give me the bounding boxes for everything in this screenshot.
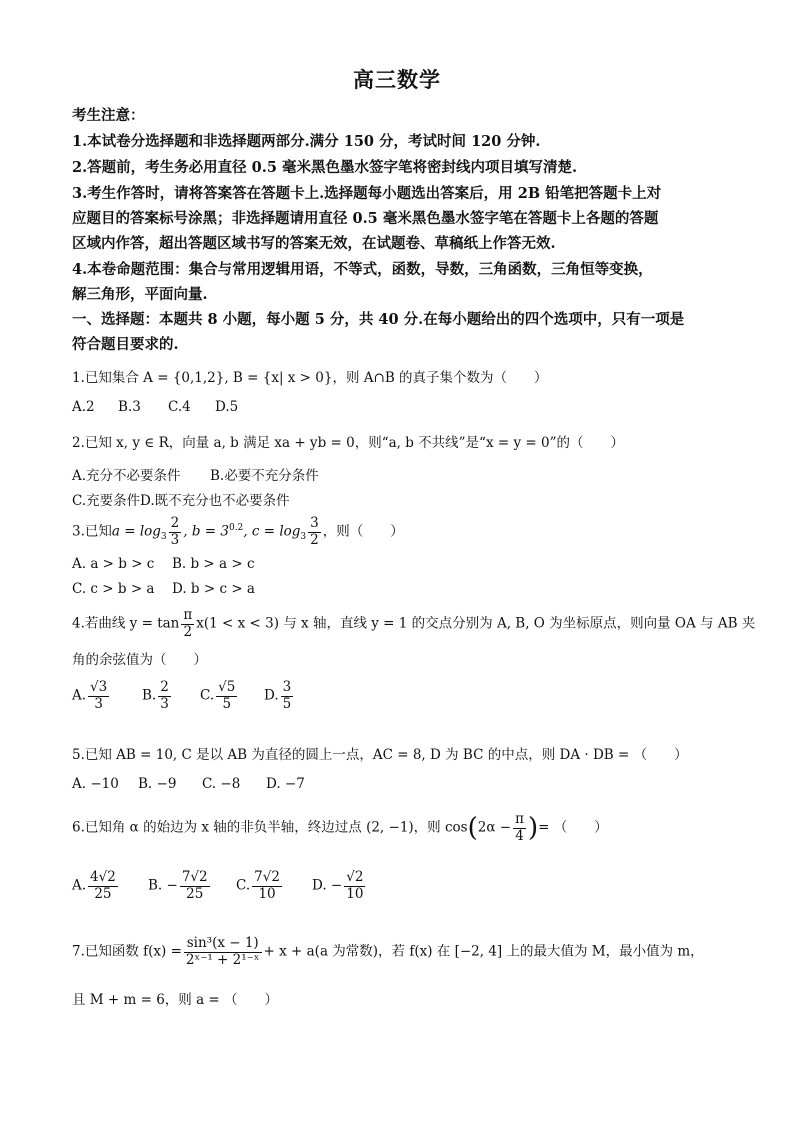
q4-option-c-num: √5 bbox=[218, 679, 236, 695]
question-1-stem: 1.已知集合 A = {0,1,2}, B = {x| x > 0}，则 A∩B 的真子集个数为（ ） bbox=[72, 370, 548, 386]
question-5-stem: 5.已知 AB = 10, C 是以 AB 为直径的圆上一点，AC = 8, D 为 BC 的中点，则 DA · DB = （ ） bbox=[72, 747, 688, 763]
q3-option-d: D. b > c > a bbox=[172, 581, 255, 597]
q6-option-d-den: 10 bbox=[346, 885, 364, 902]
q6-inner: 2α − bbox=[477, 819, 512, 836]
q4-option-d-num: 3 bbox=[282, 679, 292, 695]
q6-option-d bbox=[312, 870, 367, 902]
q6-option-c-label: C. bbox=[236, 877, 251, 894]
q3-fraction-c-num: 3 bbox=[310, 515, 319, 531]
q4-fraction-pi bbox=[181, 608, 194, 640]
q7-fraction-num: sin³(x − 1) bbox=[184, 936, 262, 953]
q3-fraction-c bbox=[308, 516, 321, 548]
q4-option-b-num: 2 bbox=[160, 679, 169, 695]
q3-fraction-c-den: 2 bbox=[310, 531, 319, 548]
q4-option-b bbox=[142, 680, 173, 712]
notice-item-3-cont: 应题目的答案标号涂黑；非选择题请用直径 0.5 毫米黑色墨水签字笔在答题卡上各题的答题 bbox=[72, 210, 659, 227]
q4-option-d-den: 5 bbox=[282, 695, 292, 712]
q1-option-a: A.2 bbox=[72, 399, 95, 415]
q2-option-c: C.充要条件 bbox=[72, 493, 141, 509]
exam-title: 高三数学 bbox=[353, 67, 441, 92]
q6-option-a-num: 4√2 bbox=[90, 869, 116, 885]
q2-option-d: D.既不充分也不必要条件 bbox=[140, 493, 290, 509]
q3-prefix: 3.已知 bbox=[72, 523, 112, 540]
q3-b-expr: , b = 3 bbox=[183, 523, 229, 540]
q6-option-d-num: √2 bbox=[346, 869, 364, 885]
question-4-stem-cont: 角的余弦值为（ ） bbox=[72, 652, 207, 668]
q3-c-expr: , c = log bbox=[243, 523, 301, 540]
q3-suffix: ，则（ ） bbox=[322, 523, 404, 540]
q4-part2: x(1 < x < 3) 与 x 轴，直线 y = 1 的交点分别为 A, B, O 为坐标原点，则向量 OA 与 AB 夹 bbox=[196, 615, 756, 632]
q6-fraction-den: 4 bbox=[515, 827, 524, 844]
q3-fraction-a-den: 3 bbox=[170, 531, 180, 548]
q4-option-a-label: A. bbox=[72, 687, 87, 704]
q6-option-c-fraction bbox=[252, 870, 282, 902]
q7-fraction-den: 2ˣ⁻¹ + 2¹⁻ˣ bbox=[185, 951, 260, 968]
q6-paren-open: ( bbox=[467, 813, 478, 844]
q4-option-c-fraction bbox=[216, 680, 237, 712]
q6-option-c-den: 10 bbox=[258, 885, 276, 902]
q6-option-a-label: A. bbox=[72, 877, 87, 894]
q4-option-a-fraction bbox=[88, 680, 109, 712]
q3-a-expr: a = log bbox=[111, 523, 161, 540]
question-4-stem bbox=[72, 608, 755, 640]
notice-item-1: 1.本试卷分选择题和非选择题两部分.满分 150 分，考试时间 120 分钟. bbox=[72, 133, 541, 150]
q6-option-b bbox=[148, 870, 212, 902]
q1-option-d: D.5 bbox=[215, 399, 239, 415]
q4-option-c-label: C. bbox=[200, 687, 215, 704]
notice-item-4: 4.本卷命题范围：集合与常用逻辑用语，不等式，函数，导数，三角函数，三角恒等变换， bbox=[72, 261, 653, 278]
q6-fraction-num: π bbox=[515, 811, 524, 827]
q6-option-b-label: B. − bbox=[148, 877, 178, 894]
q6-paren-close: ) bbox=[527, 813, 539, 844]
q6-option-c bbox=[236, 870, 284, 902]
q6-option-d-label: D. − bbox=[312, 877, 343, 894]
q3-option-a: A. a > b > c bbox=[72, 556, 155, 572]
question-6-stem bbox=[72, 812, 608, 844]
q5-option-c: C. −8 bbox=[202, 776, 241, 792]
q6-option-a-fraction bbox=[88, 870, 118, 902]
q6-option-b-num: 7√2 bbox=[181, 869, 208, 885]
q6-option-a bbox=[72, 870, 120, 902]
notice-item-3: 3.考生作答时，请将答案答在答题卡上.选择题每小题选出答案后，用 2B 铅笔把答题卡上对 bbox=[72, 185, 662, 202]
notice-item-4-cont: 解三角形，平面向量. bbox=[72, 286, 208, 303]
q4-option-c-den: 5 bbox=[222, 695, 232, 712]
q6-option-b-fraction bbox=[180, 870, 210, 902]
question-7-stem bbox=[72, 936, 704, 968]
q4-option-a-den: 3 bbox=[94, 695, 103, 712]
q6-option-c-num: 7√2 bbox=[254, 869, 280, 885]
q1-option-b: B.3 bbox=[118, 399, 141, 415]
q4-option-b-label: B. bbox=[142, 687, 157, 704]
q6-part1: 6.已知角 α 的始边为 x 轴的非负半轴，终边过点 (2, −1)，则 cos bbox=[72, 819, 468, 836]
q7-fraction bbox=[184, 936, 262, 968]
q4-option-a-num: √3 bbox=[90, 679, 108, 695]
q3-option-b: B. b > a > c bbox=[172, 556, 255, 572]
q3-fraction-a bbox=[169, 516, 182, 548]
q3-fraction-a-num: 2 bbox=[170, 515, 180, 531]
q1-option-c: C.4 bbox=[168, 399, 191, 415]
question-2-stem: 2.已知 x, y ∈ R，向量 a, b 满足 xa + yb = 0，则“a, b 不共线”是“x = y = 0”的（ ） bbox=[72, 435, 624, 451]
notice-item-3-end: 区域内作答，超出答题区域书写的答案无效，在试题卷、草稿纸上作答无效. bbox=[72, 235, 556, 252]
q6-option-b-den: 25 bbox=[186, 885, 204, 902]
q6-fraction-pi bbox=[513, 812, 526, 844]
q4-option-a bbox=[72, 680, 111, 712]
question-7-stem-cont: 且 M + m = 6，则 a = （ ） bbox=[72, 992, 279, 1008]
q5-option-a: A. −10 bbox=[72, 776, 119, 792]
question-3-stem bbox=[72, 516, 404, 548]
q4-option-c bbox=[200, 680, 239, 712]
q7-part2: + x + a(a 为常数)，若 f(x) 在 [−2, 4] 上的最大值为 M，最小值为 m， bbox=[263, 943, 704, 960]
q4-option-d-fraction bbox=[281, 680, 294, 712]
q2-option-b: B.必要不充分条件 bbox=[210, 468, 319, 484]
q3-b-exponent: 0.2 bbox=[228, 523, 244, 534]
section-heading-cont: 符合题目要求的. bbox=[72, 336, 179, 353]
q4-fraction-num: π bbox=[183, 607, 193, 623]
q4-part1: 4.若曲线 y = tan bbox=[72, 615, 180, 632]
notice-item-2: 2.答题前，考生务必用直径 0.5 毫米黑色墨水签字笔将密封线内项目填写清楚. bbox=[72, 159, 578, 176]
q7-part1: 7.已知函数 f(x) = bbox=[72, 943, 182, 960]
q2-option-a: A.充分不必要条件 bbox=[72, 468, 181, 484]
q4-option-d bbox=[264, 680, 295, 712]
q5-option-b: B. −9 bbox=[138, 776, 177, 792]
q6-option-a-den: 25 bbox=[94, 885, 112, 902]
notice-heading: 考生注意： bbox=[72, 107, 145, 124]
q3-log-base-c: 3 bbox=[300, 532, 307, 543]
section-heading: 一、选择题：本题共 8 小题，每小题 5 分，共 40 分.在每小题给出的四个选项中，只有一项是 bbox=[72, 311, 685, 328]
q4-option-b-fraction bbox=[158, 680, 171, 712]
q3-option-c: C. c > b > a bbox=[72, 581, 155, 597]
q5-option-d: D. −7 bbox=[266, 776, 305, 792]
q6-option-d-fraction bbox=[344, 870, 365, 902]
q4-option-b-den: 3 bbox=[160, 695, 169, 712]
q3-log-base-a: 3 bbox=[160, 532, 167, 543]
q4-fraction-den: 2 bbox=[183, 623, 193, 640]
q4-option-d-label: D. bbox=[264, 687, 279, 704]
q6-part2: = （ ） bbox=[538, 819, 608, 836]
